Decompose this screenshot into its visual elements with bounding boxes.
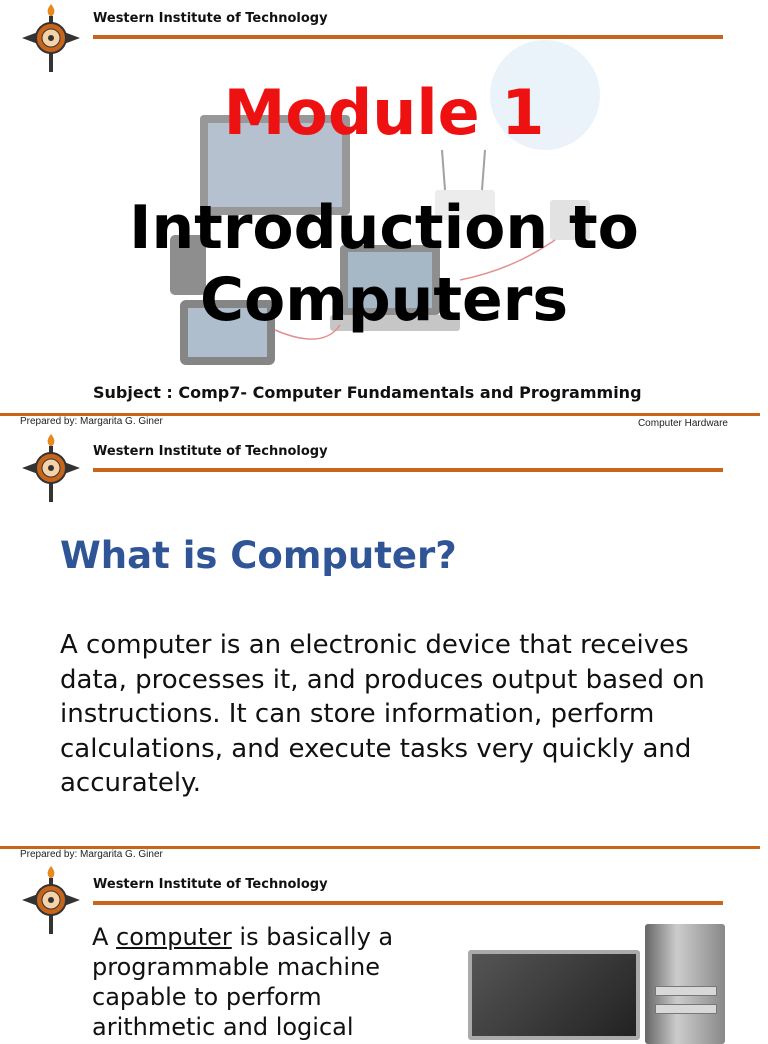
header-rule — [93, 35, 723, 39]
footer-topic: Computer Hardware — [637, 418, 728, 429]
slide-1 — [0, 0, 768, 414]
institute-name: Western Institute of Technology — [93, 444, 328, 459]
institute-name: Western Institute of Technology — [93, 11, 328, 26]
slide-title-line-1: Introduction to — [129, 193, 639, 263]
prepared-by: Prepared by: Margarita G. Giner — [20, 416, 163, 427]
header-rule — [93, 901, 723, 905]
slide-3 — [0, 862, 768, 1041]
definition-paragraph: A computer is an electronic device that receives data, processes it, and produces output based on instructions. It can store information, perform calculations, and execute tasks very quickly and accurately. — [60, 630, 705, 798]
drive-bay — [655, 986, 717, 996]
institute-logo-icon — [18, 864, 84, 936]
slide-heading: What is Computer? — [60, 534, 457, 577]
computer-tower-image — [645, 924, 725, 1044]
module-title: Module 1 — [223, 76, 545, 149]
institute-logo-icon — [18, 2, 84, 74]
drive-bay — [655, 1004, 717, 1014]
text-prefix: A — [92, 923, 117, 951]
institute-name: Western Institute of Technology — [93, 877, 328, 892]
monitor-image — [468, 950, 640, 1040]
institute-logo-icon — [18, 432, 84, 504]
computer-link[interactable]: computer — [116, 923, 232, 951]
subject-line: Subject : Comp7- Computer Fundamentals and Programming — [93, 383, 642, 402]
text-rest: is basically a programmable machine capable to perform arithmetic and logical — [92, 923, 394, 1041]
computer-description — [92, 922, 432, 1042]
header-rule — [93, 468, 723, 472]
slide-title — [0, 192, 768, 336]
prepared-by: Prepared by: Margarita G. Giner — [20, 849, 163, 860]
slide-2 — [0, 430, 768, 848]
slide-title-line-2: Computers — [199, 265, 569, 335]
